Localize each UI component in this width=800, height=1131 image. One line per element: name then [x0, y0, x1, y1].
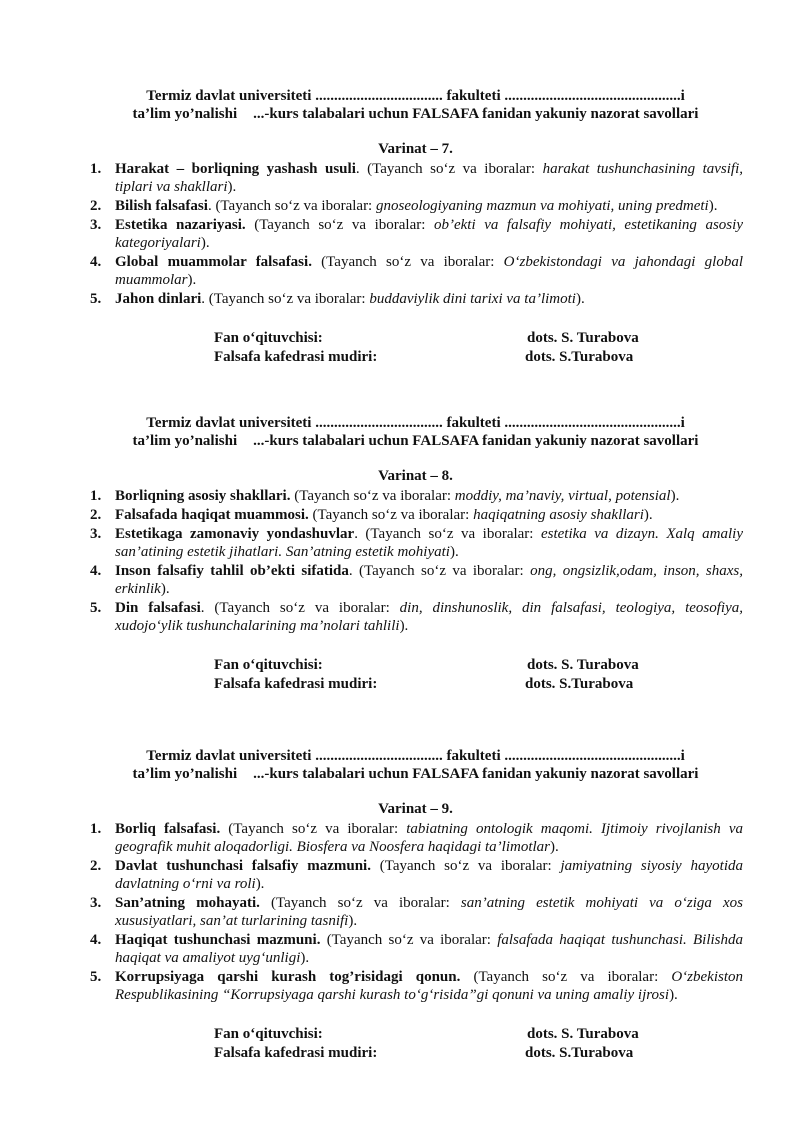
- signature-block: [88, 1025, 743, 1065]
- question-title: Borliq falsafasi.: [115, 821, 221, 837]
- question-item: 2. Bilish falsafasi. (Tayanch so‘z va iboralar: gnoseologiyaning mazmun va mohiyati, uning predmeti).: [90, 198, 718, 214]
- question-item: 1. Borliq falsafasi. (Tayanch so‘z va iboralar: tabiatning ontologik maqomi. Ijtimoiy rivojlanish va geografik muhit aloqadorligi. Biosfera va Noosfera haqidagi ta’limotlar).: [90, 821, 744, 855]
- question-item: 3. Estetikaga zamonaviy yondashuvlar. (Tayanch so‘z va iboralar: estetika va dizayn. Xalq amaliy san’atining estetik jihatlari. San’atning estetik mohiyati).: [90, 526, 743, 560]
- question-title: Inson falsafiy tahlil ob’ekti sifatida: [115, 563, 349, 579]
- teacher-label: Fan o‘qituvchisi:: [214, 657, 323, 673]
- question-list: [88, 487, 743, 635]
- question-title: Bilish falsafasi: [115, 198, 208, 214]
- variant-title: Varinat – 8.: [378, 468, 453, 484]
- question-item: 2. Davlat tushunchasi falsafiy mazmuni. (Tayanch so‘z va iboralar: jamiyatning siyosiy hayotida davlatning o‘rni va roli).: [90, 858, 743, 892]
- question-title: Global muammolar falsafasi.: [115, 254, 312, 270]
- variant-title: Varinat – 7.: [378, 141, 453, 157]
- variant-title: Varinat – 9.: [378, 801, 453, 817]
- header-line-1: Termiz davlat universiteti .................................. fakulteti ...............................................i: [146, 748, 685, 764]
- question-keywords: ong, ongsizlik,odam, inson, shaxs, erkinlik: [115, 563, 743, 597]
- head-label: Falsafa kafedrasi mudiri:: [214, 349, 378, 365]
- head-label: Falsafa kafedrasi mudiri:: [214, 676, 378, 692]
- teacher-label: Fan o‘qituvchisi:: [214, 330, 323, 346]
- question-item: 4. Global muammolar falsafasi. (Tayanch so‘z va iboralar: O‘zbekistondagi va jahondagi global muammolar).: [90, 254, 743, 288]
- question-title: Korrupsiyaga qarshi kurash tog’risidagi qonun.: [115, 969, 461, 985]
- question-keywords: O‘zbekistondagi va jahondagi global muammolar: [115, 254, 743, 288]
- exam-sheet-variant-8: [88, 414, 743, 696]
- header-line-2: ta’lim yo’nalishi ...-kurs talabalari uchun FALSAFA fanidan yakuniy nazorat savollari: [132, 433, 699, 449]
- question-title: Haqiqat tushunchasi mazmuni.: [115, 932, 321, 948]
- teacher-signature-row: [88, 1025, 743, 1043]
- teacher-name: dots. S. Turabova: [527, 1026, 639, 1042]
- question-item: 5. Din falsafasi. (Tayanch so‘z va iboralar: din, dinshunoslik, din falsafasi, teologiya, teosofiya, xudojo‘ylik tushunchalarining ma’nolari tahlili).: [90, 600, 743, 634]
- header-line-2: ta’lim yo’nalishi ...-kurs talabalari uchun FALSAFA fanidan yakuniy nazorat savollari: [132, 766, 699, 782]
- teacher-signature-row: [88, 329, 743, 347]
- question-keywords: falsafada haqiqat tushunchasi. Bilishda haqiqat va amaliyot uyg‘unligi: [115, 932, 743, 966]
- head-signature-row: [88, 675, 743, 693]
- question-keywords: jamiyatning siyosiy hayotida davlatning o‘rni va roli: [115, 858, 743, 892]
- header-line-1: Termiz davlat universiteti .................................. fakulteti ...............................................i: [146, 88, 685, 104]
- sheet-header: [88, 747, 743, 783]
- question-keywords: tabiatning ontologik maqomi. Ijtimoiy rivojlanish va geografik muhit aloqadorligi. Biosfera va Noosfera haqidagi ta’limotlar: [115, 821, 744, 855]
- head-name: dots. S.Turabova: [525, 349, 634, 365]
- question-item: 4. Haqiqat tushunchasi mazmuni. (Tayanch so‘z va iboralar: falsafada haqiqat tushunchasi. Bilishda haqiqat va amaliyot uyg‘unligi).: [90, 932, 743, 966]
- head-name: dots. S.Turabova: [525, 1045, 634, 1061]
- exam-sheet-variant-9: [88, 747, 743, 1065]
- question-keywords: harakat tushunchasining tavsifi, tiplari va shakllari: [115, 161, 743, 195]
- question-item: 3. Estetika nazariyasi. (Tayanch so‘z va iboralar: ob’ekti va falsafiy mohiyati, estetikaning asosiy kategoriyalari).: [90, 217, 743, 251]
- header-line-1: Termiz davlat universiteti .................................. fakulteti ...............................................i: [146, 415, 685, 431]
- question-item: 2. Falsafada haqiqat muammosi. (Tayanch so‘z va iboralar: haqiqatning asosiy shakllari).: [90, 507, 653, 523]
- teacher-name: dots. S. Turabova: [527, 657, 639, 673]
- question-keywords: gnoseologiyaning mazmun va mohiyati, uning predmeti: [375, 198, 709, 214]
- teacher-label: Fan o‘qituvchisi:: [214, 1026, 323, 1042]
- teacher-name: dots. S. Turabova: [527, 330, 639, 346]
- sheet-header: [88, 87, 743, 123]
- question-list: [88, 160, 743, 308]
- question-title: San’atning mohayati.: [115, 895, 260, 911]
- signature-block: [88, 656, 743, 696]
- question-keywords: buddaviylik dini tarixi va ta’limoti: [369, 291, 576, 307]
- question-title: Estetikaga zamonaviy yondashuvlar: [115, 526, 355, 542]
- question-list: [88, 820, 743, 1004]
- question-item: 3. San’atning mohayati. (Tayanch so‘z va iboralar: san’atning estetik mohiyati va o‘ziga xos xususiyatlari, san’at turlarining tasnifi).: [90, 895, 743, 929]
- question-item: 1. Borliqning asosiy shakllari. (Tayanch so‘z va iboralar: moddiy, ma’naviy, virtual, potensial).: [90, 488, 680, 504]
- sheet-header: [88, 414, 743, 450]
- teacher-signature-row: [88, 656, 743, 674]
- question-title: Din falsafasi: [115, 600, 201, 616]
- question-item: 1. Harakat – borliqning yashash usuli. (Tayanch so‘z va iboralar: harakat tushunchasining tavsifi, tiplari va shakllari).: [90, 161, 743, 195]
- question-keywords: estetika va dizayn. Xalq amaliy san’atining estetik jihatlari. San’atning estetik mohiyati: [115, 526, 743, 560]
- signature-block: [88, 329, 743, 369]
- question-keywords: din, dinshunoslik, din falsafasi, teologiya, teosofiya, xudojo‘ylik tushunchalarining ma’nolari tahlili: [115, 600, 743, 634]
- head-signature-row: [88, 348, 743, 366]
- exam-sheet-variant-7: [88, 87, 743, 369]
- head-label: Falsafa kafedrasi mudiri:: [214, 1045, 378, 1061]
- question-keywords: O‘zbekiston Respublikasining “Korrupsiyaga qarshi kurash to‘g‘risida”gi qonuni va uning amaliy ijrosi: [115, 969, 743, 1003]
- question-keywords: ob’ekti va falsafiy mohiyati, estetikaning asosiy kategoriyalari: [115, 217, 743, 251]
- question-title: Borliqning asosiy shakllari.: [115, 488, 291, 504]
- head-name: dots. S.Turabova: [525, 676, 634, 692]
- question-keywords: haqiqatning asosiy shakllari: [473, 507, 644, 523]
- question-item: 5. Jahon dinlari. (Tayanch so‘z va iboralar: buddaviylik dini tarixi va ta’limoti).: [90, 291, 585, 307]
- question-item: 5. Korrupsiyaga qarshi kurash tog’risidagi qonun. (Tayanch so‘z va iboralar: O‘zbekiston Respublikasining “Korrupsiyaga qarshi kurash to‘g‘risida”gi qonuni va uning amaliy ijrosi).: [90, 969, 743, 1003]
- question-title: Jahon dinlari: [115, 291, 202, 307]
- question-title: Falsafada haqiqat muammosi.: [115, 507, 309, 523]
- question-keywords: san’atning estetik mohiyati va o‘ziga xos xususiyatlari, san’at turlarining tasnifi: [115, 895, 743, 929]
- question-title: Harakat – borliqning yashash usuli: [115, 161, 356, 177]
- head-signature-row: [88, 1044, 743, 1062]
- question-item: 4. Inson falsafiy tahlil ob’ekti sifatida. (Tayanch so‘z va iboralar: ong, ongsizlik,odam, inson, shaxs, erkinlik).: [90, 563, 743, 597]
- header-line-2: ta’lim yo’nalishi ...-kurs talabalari uchun FALSAFA fanidan yakuniy nazorat savollari: [132, 106, 699, 122]
- question-title: Estetika nazariyasi.: [115, 217, 246, 233]
- question-keywords: moddiy, ma’naviy, virtual, potensial: [454, 488, 671, 504]
- question-title: Davlat tushunchasi falsafiy mazmuni.: [115, 858, 371, 874]
